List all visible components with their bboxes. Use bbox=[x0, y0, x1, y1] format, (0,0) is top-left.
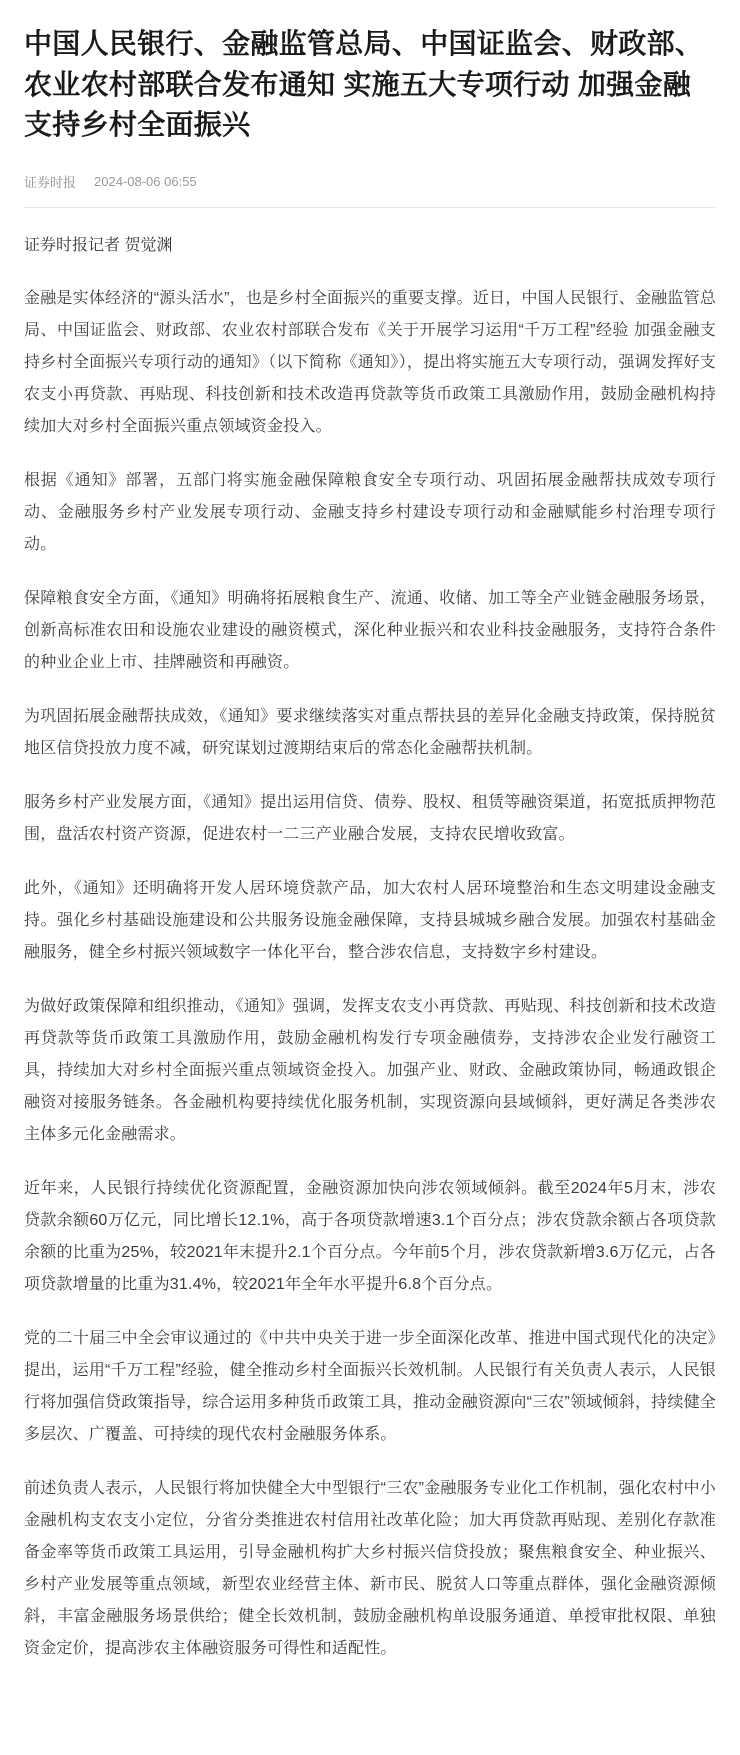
article-paragraph: 此外，《通知》还明确将开发人居环境贷款产品，加大农村人居环境整治和生态文明建设金融支持。强化乡村基础设施建设和公共服务设施金融保障，支持县城城乡融合发展。加强农村基础金融服务，健全乡村振兴领域数字一体化平台，整合涉农信息，支持数字乡村建设。 bbox=[24, 879, 716, 961]
article-paragraph: 近年来，人民银行持续优化资源配置，金融资源加快向涉农领域倾斜。截至2024年5月末，涉农贷款余额60万亿元，同比增长12.1%，高于各项贷款增速3.1个百分点；涉农贷款余额占各项贷款余额的比重为25%，较2021年末提升2.1个百分点。今年前5个月，涉农贷款新增3.6万亿元，占各项贷款增量的比重为31.4%，较2021年全年水平提升6.8个百分点。 bbox=[24, 1179, 716, 1293]
article-byline: 证券时报记者 贺觉渊 bbox=[24, 236, 173, 254]
article-paragraph: 金融是实体经济的“源头活水”，也是乡村全面振兴的重要支撑。近日，中国人民银行、金融监管总局、中国证监会、财政部、农业农村部联合发布《关于开展学习运用“千万工程”经验 加强金融支持乡村全面振兴专项行动的通知》（以下简称《通知》），提出将实施五大专项行动，强调发挥好支农支小再贷款、再贴现、科技创新和技术改造再贷款等货币政策工具激励作用，鼓励金融机构持续加大对乡村全面振兴重点领域资金投入。 bbox=[24, 289, 716, 435]
article-source: 证券时报 bbox=[24, 174, 77, 190]
article-paragraph: 前述负责人表示，人民银行将加快健全大中型银行“三农”金融服务专业化工作机制，强化农村中小金融机构支农支小定位，分省分类推进农村信用社改革化险；加大再贷款再贴现、差别化存款准备金率等货币政策工具运用，引导金融机构扩大乡村振兴信贷投放；聚焦粮食安全、种业振兴、乡村产业发展等重点领域，新型农业经营主体、新市民、脱贫人口等重点群体，强化金融资源倾斜，丰富金融服务场景供给；健全长效机制，鼓励金融机构单设服务通道、单授审批权限、单独资金定价，提高涉农主体融资服务可得性和适配性。 bbox=[24, 1479, 716, 1657]
article-paragraph: 党的二十届三中全会审议通过的《中共中央关于进一步全面深化改革、推进中国式现代化的决定》提出，运用“千万工程”经验，健全推动乡村全面振兴长效机制。人民银行有关负责人表示，人民银行将加强信贷政策指导，综合运用多种货币政策工具，推动金融资源向“三农”领域倾斜，持续健全多层次、广覆盖、可持续的现代农村金融服务体系。 bbox=[24, 1329, 716, 1443]
article-paragraph: 为巩固拓展金融帮扶成效，《通知》要求继续落实对重点帮扶县的差异化金融支持政策，保持脱贫地区信贷投放力度不减，研究谋划过渡期结束后的常态化金融帮扶机制。 bbox=[24, 707, 716, 757]
article-timestamp: 2024-08-06 06:55 bbox=[94, 173, 197, 189]
article-body bbox=[24, 283, 716, 1665]
article-meta bbox=[24, 172, 716, 191]
article-paragraph: 服务乡村产业发展方面，《通知》提出运用信贷、债券、股权、租赁等融资渠道，拓宽抵质押物范围，盘活农村资产资源，促进农村一二三产业融合发展，支持农民增收致富。 bbox=[24, 793, 716, 843]
header-divider bbox=[24, 207, 716, 208]
article-paragraph: 保障粮食安全方面，《通知》明确将拓展粮食生产、流通、收储、加工等全产业链金融服务场景，创新高标准农田和设施农业建设的融资模式，深化种业振兴和农业科技金融服务，支持符合条件的种业企业上市、挂牌融资和再融资。 bbox=[24, 589, 716, 671]
article-paragraph: 根据《通知》部署，五部门将实施金融保障粮食安全专项行动、巩固拓展金融帮扶成效专项行动、金融服务乡村产业发展专项行动、金融支持乡村建设专项行动和金融赋能乡村治理专项行动。 bbox=[24, 471, 716, 553]
article-paragraph: 为做好政策保障和组织推动，《通知》强调，发挥支农支小再贷款、再贴现、科技创新和技术改造再贷款等货币政策工具激励作用，鼓励金融机构发行专项金融债券，支持涉农企业发行融资工具，持续加大对乡村全面振兴重点领域资金投入。加强产业、财政、金融政策协同，畅通政银企融资对接服务链条。各金融机构要持续优化服务机制，实现资源向县域倾斜，更好满足各类涉农主体多元化金融需求。 bbox=[24, 997, 716, 1143]
page-title: 中国人民银行、金融监管总局、中国证监会、财政部、农业农村部联合发布通知 实施五大专项行动 加强金融支持乡村全面振兴 bbox=[24, 28, 704, 141]
